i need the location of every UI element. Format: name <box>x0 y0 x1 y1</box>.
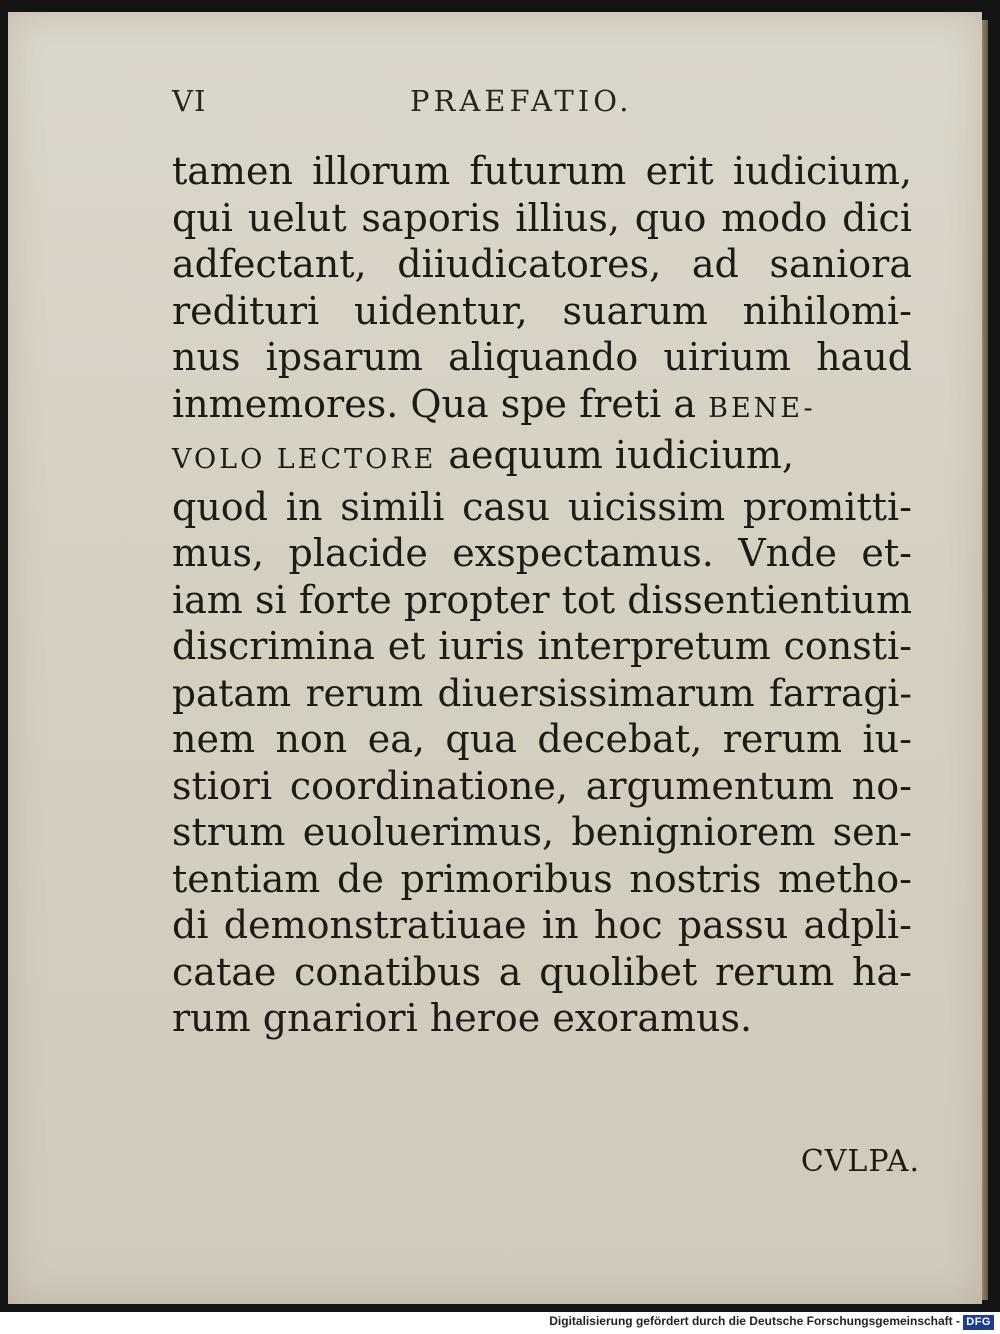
smallcaps-text: BENE- <box>708 392 816 424</box>
text-line: qui uelut saporis illius, quo modo dici <box>172 195 912 240</box>
text-line: tamen illorum futurum erit iudicium, <box>172 149 912 193</box>
text-line: stiori coordinatione, argumentum no- <box>172 763 912 808</box>
dfg-logo: DFG <box>963 1315 994 1330</box>
text-line: catae conatibus a quolibet rerum ha- <box>172 949 912 994</box>
text-line: di demonstratiuae in hoc passu adpli- <box>172 903 912 947</box>
text-line: redituri uidentur, suarum nihilomi- <box>172 288 912 333</box>
text-line: nem non ea, qua decebat, rerum iu- <box>172 717 912 761</box>
text-line <box>172 432 912 484</box>
text-line: adfectant, diiudicatores, ad saniora <box>172 242 912 286</box>
text-line <box>172 381 912 433</box>
text-line: nus ipsarum aliquando uirium haud <box>172 335 912 379</box>
text-line: tentiam de primoribus nostris metho- <box>172 856 912 901</box>
smallcaps-text: VOLO LECTORE <box>172 444 437 475</box>
text-line-end: aequum iudicium, <box>436 433 795 477</box>
funding-credit: Digitalisierung gefördert durch die Deutsche Forschungsgemeinschaft - <box>549 1314 960 1328</box>
running-title: PRAEFATIO. <box>410 84 633 118</box>
text-line-start: inmemores. Qua spe freti a <box>172 381 697 426</box>
catchword: CVLPA. <box>800 1144 920 1179</box>
text-line: rum gnariori heroe exoramus. <box>172 996 753 1040</box>
text-line: patam rerum diuersissimarum farragi- <box>172 670 912 715</box>
text-line: quod in simili casu uicissim promitti- <box>172 484 912 529</box>
text-line: strum euoluerimus, benigniorem sen- <box>172 810 912 854</box>
page-number: VI <box>172 84 207 118</box>
text-line: discrimina et iuris interpretum consti- <box>172 624 912 668</box>
text-line: iam si forte propter tot dissentientium <box>172 577 912 622</box>
text-line: mus, placide exspectamus. Vnde et- <box>172 531 912 575</box>
digitization-footer <box>0 1312 1000 1334</box>
body-text <box>172 148 912 1042</box>
